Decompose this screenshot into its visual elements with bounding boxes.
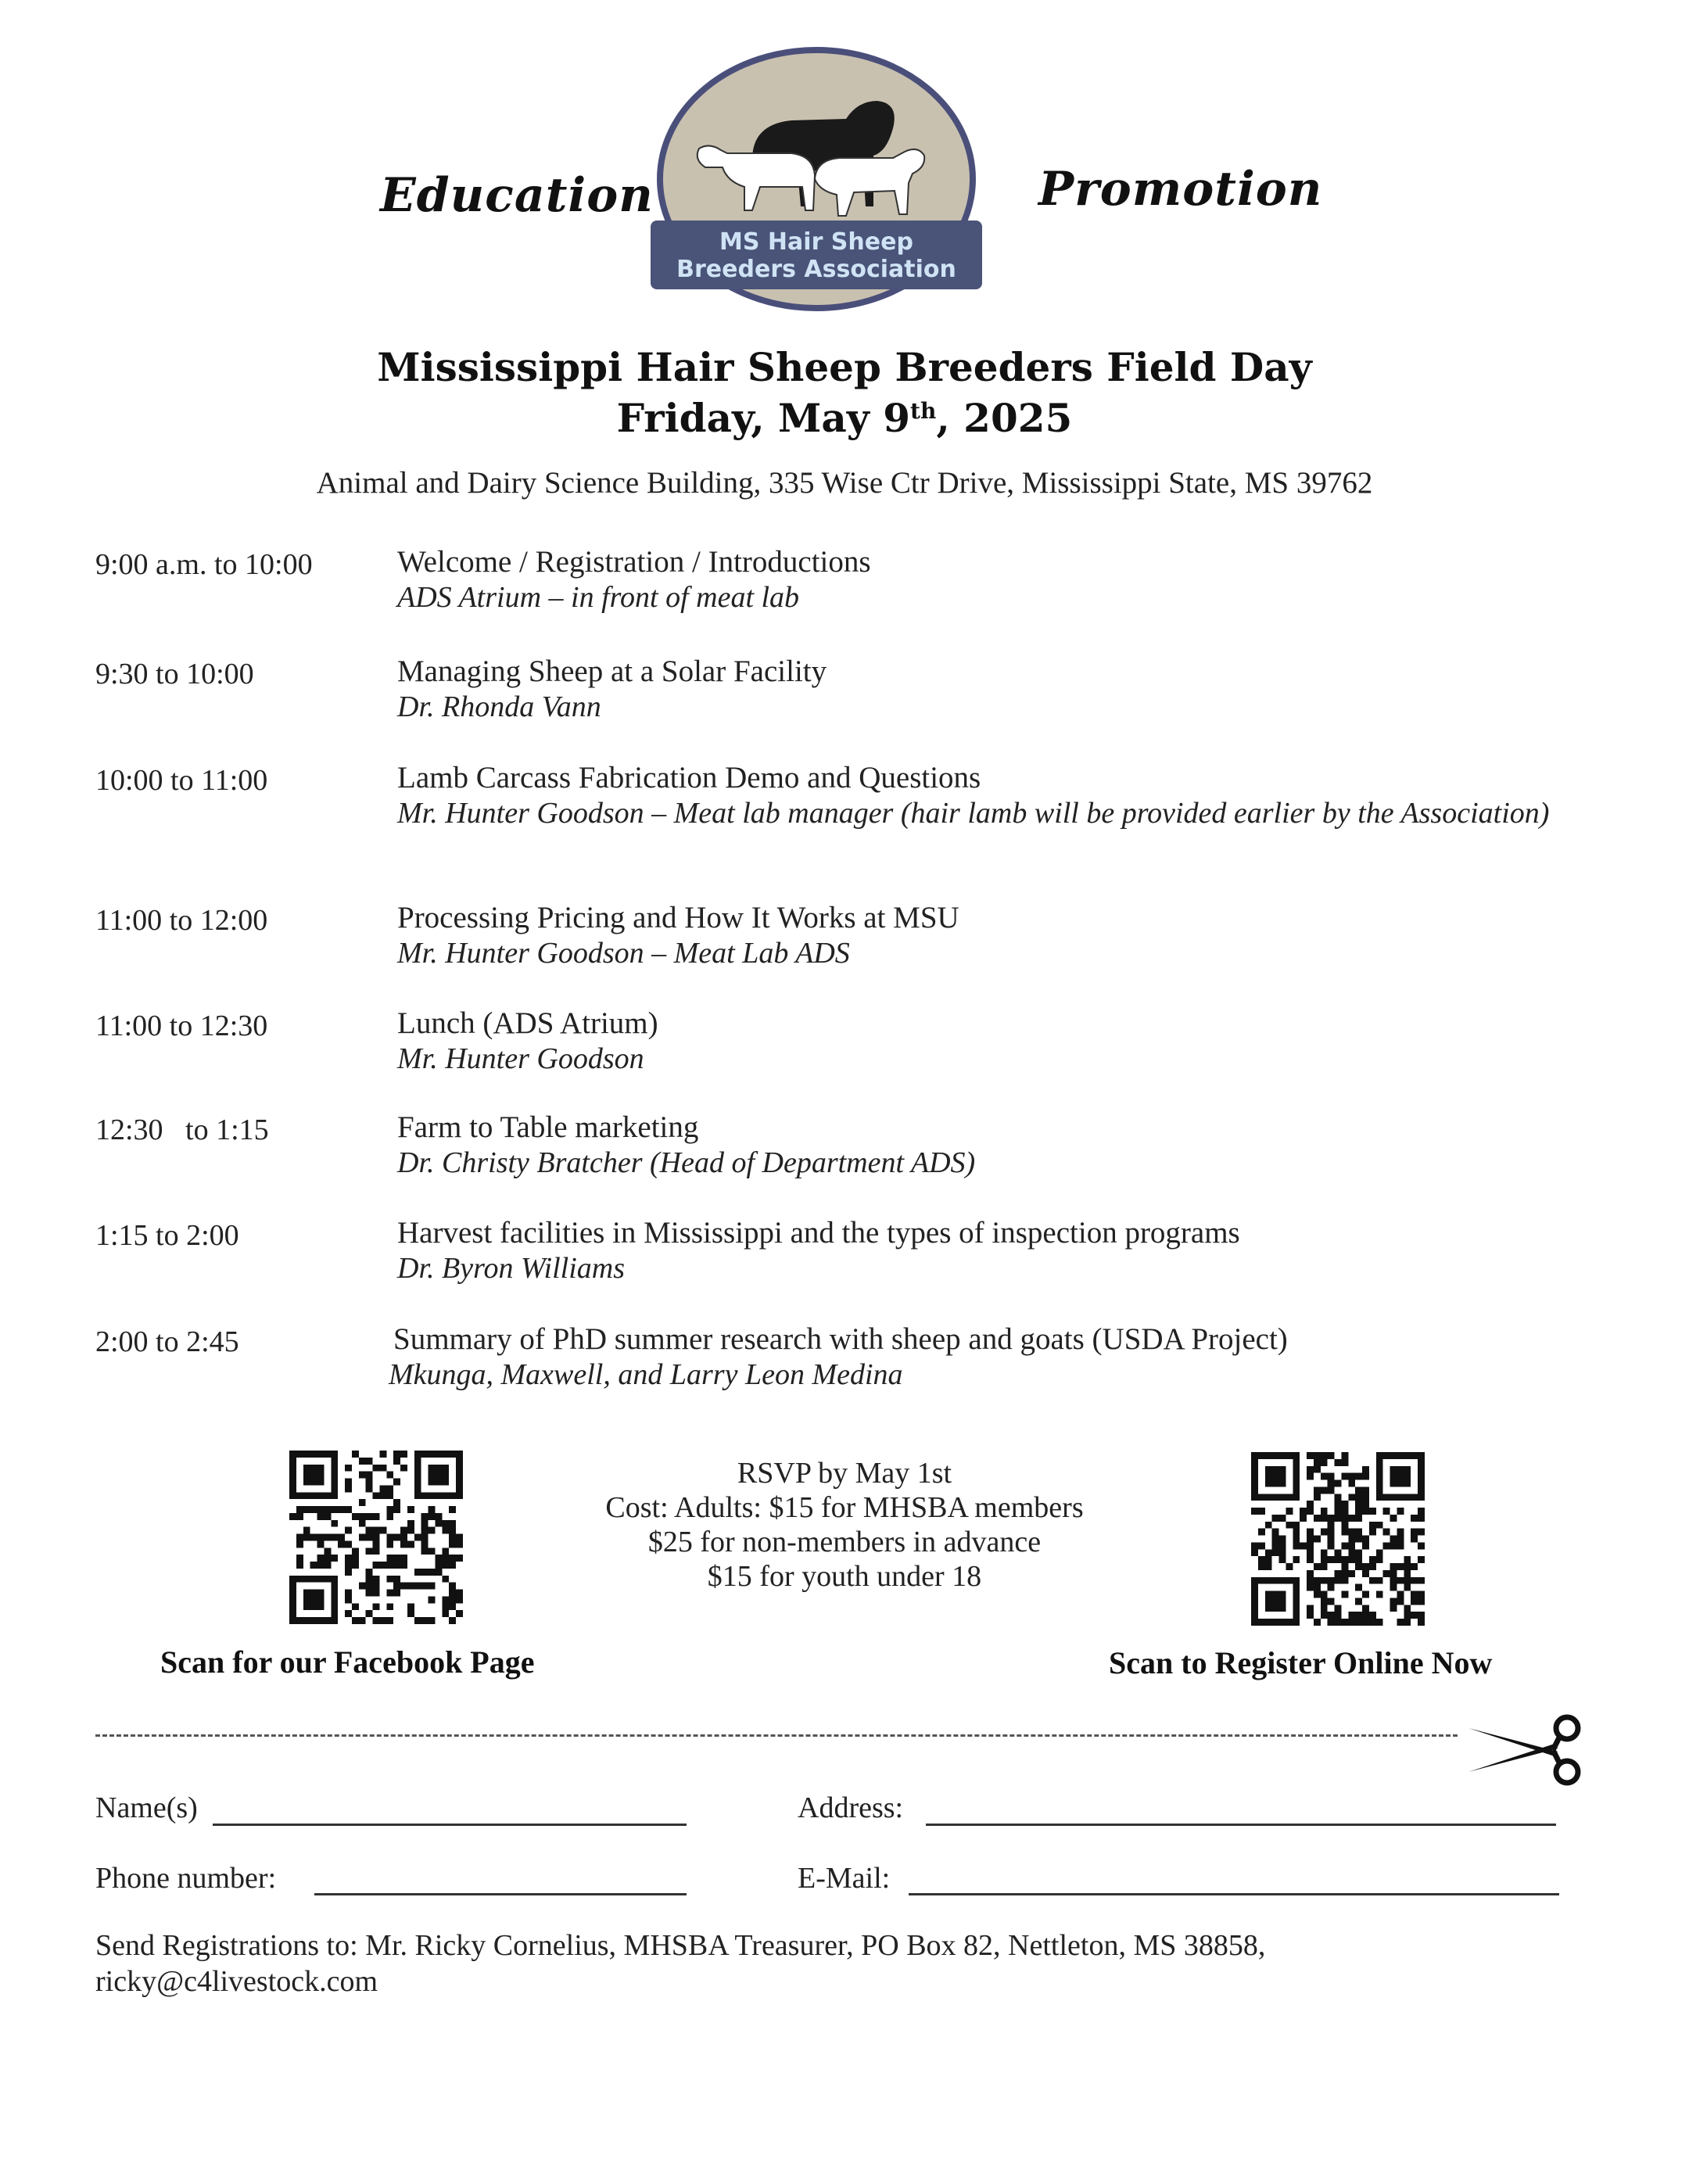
facebook-qr-label: Scan for our Facebook Page — [160, 1644, 535, 1680]
phone-field[interactable] — [314, 1893, 687, 1895]
schedule-item — [397, 760, 1586, 830]
schedule-time: 10:00 to 11:00 — [95, 764, 268, 797]
schedule-time: 9:00 a.m. to 10:00 — [95, 548, 313, 581]
schedule-item — [397, 1110, 1586, 1180]
schedule-presenter: Dr. Christy Bratcher (Head of Department ADS) — [397, 1146, 976, 1179]
rsvp-cost-youth: $15 for youth under 18 — [707, 1560, 982, 1593]
association-logo — [635, 42, 998, 332]
schedule-time: 11:00 to 12:00 — [95, 904, 268, 937]
schedule-title: Processing Pricing and How It Works at MSU — [397, 901, 959, 934]
qr-modules — [1251, 1452, 1425, 1626]
schedule-presenter: Dr. Rhonda Vann — [397, 690, 601, 723]
logo-text-line1: MS Hair Sheep — [719, 228, 913, 256]
tagline-education: Education — [380, 168, 654, 223]
email-label: E-Mail: — [798, 1862, 891, 1895]
schedule-presenter: ADS Atrium – in front of meat lab — [397, 581, 800, 614]
tagline-promotion: Promotion — [1038, 162, 1323, 217]
send-email[interactable]: ricky@c4livestock.com — [95, 1965, 378, 1998]
register-qr-code[interactable] — [1251, 1452, 1425, 1626]
schedule-title: Harvest facilities in Mississippi and the types of inspection programs — [397, 1216, 1240, 1250]
event-date-suffix: , 2025 — [936, 395, 1073, 441]
schedule-item — [397, 544, 1586, 615]
scissors-icon — [1467, 1711, 1584, 1789]
schedule-time: 12:30 to 1:15 — [95, 1114, 269, 1146]
schedule-item — [397, 1006, 1586, 1076]
schedule-item — [397, 900, 1586, 970]
address-field[interactable] — [926, 1824, 1556, 1826]
schedule-title: Lunch (ADS Atrium) — [397, 1006, 658, 1040]
event-date-sup: th — [910, 398, 937, 424]
address-label: Address: — [798, 1791, 904, 1824]
rsvp-cost-nonmembers: $25 for non-members in advance — [647, 1526, 1042, 1558]
schedule-time: 11:00 to 12:30 — [95, 1010, 268, 1042]
cut-line — [95, 1734, 1458, 1737]
logo-text-line2: Breeders Association — [676, 256, 956, 283]
rsvp-cost-members: Cost: Adults: $15 for MHSBA members — [605, 1491, 1084, 1524]
schedule-title: Farm to Table marketing — [397, 1110, 699, 1144]
schedule-presenter: Mr. Hunter Goodson — [397, 1042, 644, 1075]
event-venue: Animal and Dairy Science Building, 335 Wise Ctr Drive, Mississippi State, MS 39762 — [316, 466, 1373, 500]
send-registrations — [95, 1928, 1581, 1999]
schedule-time: 1:15 to 2:00 — [95, 1219, 239, 1252]
schedule-title: Managing Sheep at a Solar Facility — [397, 654, 827, 688]
qr-modules — [289, 1451, 463, 1624]
schedule-title: Lamb Carcass Fabrication Demo and Questions — [397, 761, 981, 794]
schedule-item — [389, 1322, 1582, 1392]
event-date — [0, 395, 1689, 441]
schedule-title: Welcome / Registration / Introductions — [397, 545, 871, 579]
rsvp-info — [500, 1456, 1189, 1594]
schedule-presenter: Dr. Byron Williams — [397, 1252, 625, 1285]
phone-label: Phone number: — [95, 1862, 277, 1895]
schedule-presenter: Mkunga, Maxwell, and Larry Leon Medina — [389, 1358, 903, 1391]
email-field[interactable] — [909, 1893, 1559, 1895]
facebook-qr-code[interactable] — [289, 1451, 463, 1624]
schedule-item — [397, 654, 1586, 724]
schedule-time: 2:00 to 2:45 — [95, 1325, 239, 1358]
rsvp-deadline: RSVP by May 1st — [737, 1457, 952, 1490]
send-address: Send Registrations to: Mr. Ricky Cornelius, MHSBA Treasurer, PO Box 82, Nettleton, MS 38858, — [95, 1929, 1266, 1962]
name-label: Name(s) — [95, 1791, 198, 1824]
name-field[interactable] — [213, 1824, 687, 1826]
event-date-prefix: Friday, May 9 — [616, 395, 911, 441]
schedule-title: Summary of PhD summer research with sheep and goats (USDA Project) — [393, 1322, 1288, 1356]
schedule-time: 9:30 to 10:00 — [95, 658, 254, 690]
schedule-presenter: Mr. Hunter Goodson – Meat Lab ADS — [397, 937, 850, 970]
register-qr-label: Scan to Register Online Now — [1109, 1645, 1493, 1680]
event-title: Mississippi Hair Sheep Breeders Field Day — [377, 344, 1312, 390]
schedule-presenter: Mr. Hunter Goodson – Meat lab manager (hair lamb will be provided earlier by the Association) — [397, 797, 1550, 830]
schedule-item — [397, 1215, 1586, 1286]
